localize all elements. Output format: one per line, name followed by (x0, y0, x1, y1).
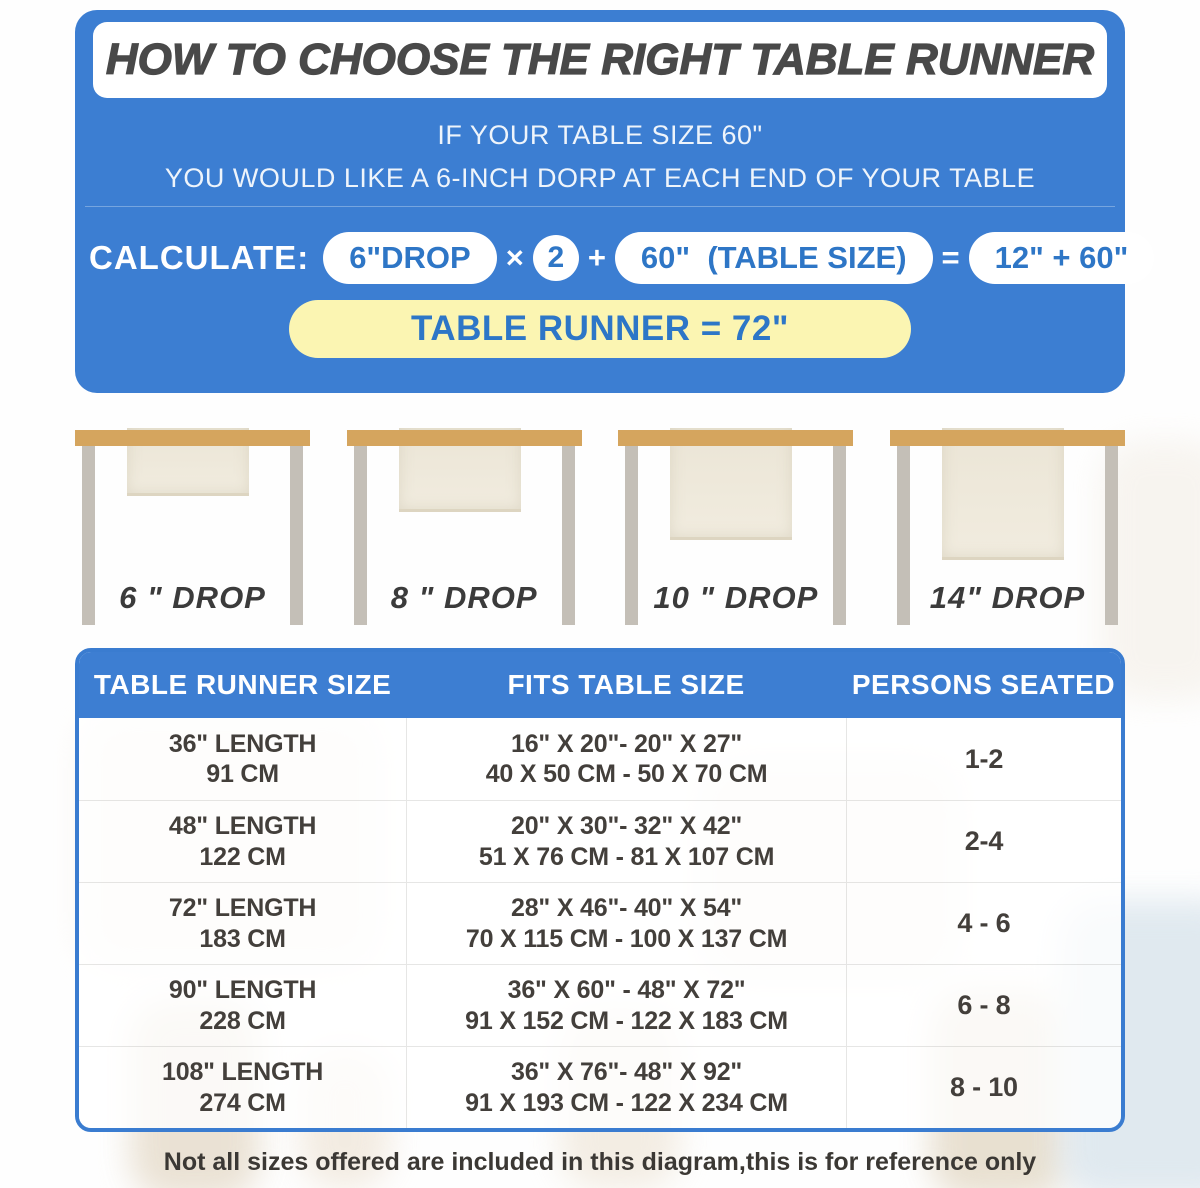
runner-size-cell (79, 1047, 406, 1128)
drop-figure-8in (347, 430, 582, 630)
fits-size-inches: 36" X 60" - 48" X 72" (507, 976, 746, 1004)
tabletop (75, 430, 310, 446)
persons-seated-value: 2-4 (964, 826, 1004, 857)
runner-size-cell (79, 965, 406, 1046)
fits-size-cm: 91 X 193 CM - 122 X 234 CM (465, 1088, 788, 1117)
drop-label: 10 " DROP (653, 580, 819, 615)
runner-size-cell (79, 718, 406, 800)
calculate-label: CALCULATE: (89, 239, 310, 276)
table-header-row (79, 652, 1121, 718)
plus-operator: + (587, 240, 606, 275)
intro-text (75, 120, 1125, 194)
fits-table-size-cell (406, 883, 846, 964)
table-size-pill: 60" (TABLE SIZE) (615, 232, 933, 284)
table-runner-drape (942, 428, 1064, 560)
runner-length-inches: 36" LENGTH (168, 729, 317, 758)
multiplier-circle: 2 (533, 235, 579, 281)
tabletop (618, 430, 853, 446)
calculation-formula (89, 232, 1129, 284)
runner-length-cm: 274 CM (199, 1088, 286, 1117)
table-row (79, 1046, 1121, 1128)
persons-seated-cell (846, 883, 1121, 964)
runner-length-cm: 183 CM (199, 924, 286, 953)
runner-length-inches: 48" LENGTH (168, 812, 317, 840)
times-operator: × (505, 240, 524, 275)
runner-length-cm: 122 CM (199, 842, 286, 871)
fits-table-size-cell (406, 718, 846, 800)
runner-length-inches: 72" LENGTH (168, 894, 317, 922)
persons-seated-cell (846, 718, 1121, 800)
persons-seated-value: 8 - 10 (950, 1072, 1018, 1103)
drop-figure-10in (618, 430, 853, 630)
runner-length-cm: 228 CM (199, 1006, 286, 1035)
persons-seated-value: 4 - 6 (957, 908, 1011, 939)
fits-size-cm: 70 X 115 CM - 100 X 137 CM (465, 924, 788, 953)
column-header-persons-seated: PERSONS SEATED (851, 669, 1116, 700)
fits-size-inches: 36" X 76"- 48" X 92" (511, 1058, 743, 1086)
runner-length-inches: 90" LENGTH (168, 976, 317, 1004)
fits-size-inches: 16" X 20"- 20" X 27" (511, 729, 743, 758)
table-row (79, 800, 1121, 882)
table-row (79, 964, 1121, 1046)
drop-figure-14in (890, 430, 1125, 630)
drop-value-pill: 6"DROP (323, 232, 497, 284)
runner-length-cm: 91 CM (206, 760, 279, 788)
drop-illustrations-row (75, 430, 1125, 630)
drop-label: 6 " DROP (119, 580, 266, 615)
header-banner (75, 10, 1129, 393)
fits-size-inches: 20" X 30"- 32" X 42" (511, 812, 743, 840)
runner-size-cell (79, 801, 406, 882)
banner-divider (85, 206, 1115, 207)
title-box (93, 22, 1107, 98)
fits-table-size-cell (406, 1047, 846, 1128)
table-runner-result-pill: TABLE RUNNER = 72" (289, 300, 911, 358)
tabletop (890, 430, 1125, 446)
runner-length-inches: 108" LENGTH (162, 1058, 324, 1086)
fits-table-size-cell (406, 801, 846, 882)
fits-table-size-cell (406, 965, 846, 1046)
fits-size-cm: 91 X 152 CM - 122 X 183 CM (465, 1006, 788, 1035)
fits-size-inches: 28" X 46"- 40" X 54" (511, 894, 743, 922)
column-header-fits-table-size: FITS TABLE SIZE (507, 669, 745, 700)
intro-line-2: YOU WOULD LIKE A 6-INCH DORP AT EACH END OF YOUR TABLE (164, 163, 1036, 193)
size-reference-table (75, 648, 1125, 1132)
drop-label: 14" DROP (929, 580, 1086, 615)
table-row (79, 882, 1121, 964)
column-header-runner-size: TABLE RUNNER SIZE (93, 669, 392, 700)
table-body (79, 718, 1121, 1128)
sum-pill: 12" + 60" (969, 232, 1155, 284)
persons-seated-cell (846, 1047, 1121, 1128)
persons-seated-value: 1-2 (964, 743, 1004, 774)
runner-size-cell (79, 883, 406, 964)
persons-seated-cell (846, 965, 1121, 1046)
fits-size-cm: 51 X 76 CM - 81 X 107 CM (478, 842, 775, 871)
persons-seated-value: 6 - 8 (957, 990, 1011, 1021)
fits-size-cm: 40 X 50 CM - 50 X 70 CM (485, 760, 768, 788)
drop-label: 8 " DROP (390, 580, 538, 615)
footer-disclaimer: Not all sizes offered are included in this diagram,this is for reference only (163, 1148, 1037, 1176)
tabletop (347, 430, 582, 446)
drop-figure-6in (75, 430, 310, 630)
table-row (79, 718, 1121, 800)
intro-line-1: IF YOUR TABLE SIZE 60" (437, 120, 763, 150)
page-title: HOW TO CHOOSE THE RIGHT TABLE RUNNER (105, 35, 1095, 84)
persons-seated-cell (846, 801, 1121, 882)
equals-operator: = (941, 240, 960, 275)
